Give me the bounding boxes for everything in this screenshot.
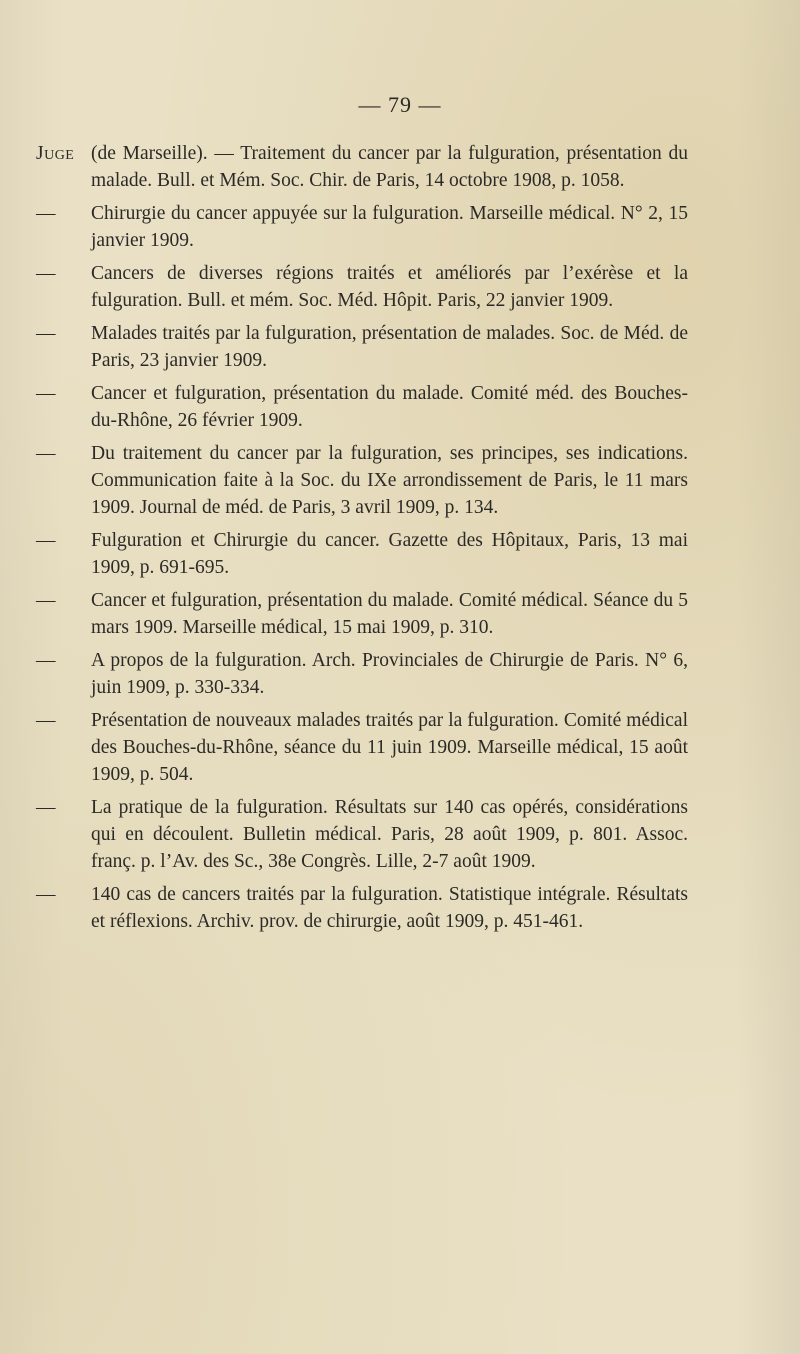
entry-text: Fulguration et Chirurgie du cancer. Gazette des Hôpitaux, Paris, 13 mai 1909, p. 691-695. [91,530,688,578]
bibliography-list [36,140,688,941]
entry-author: Juge [36,143,75,164]
entry-text: La pratique de la fulguration. Résultats sur 140 cas opérés, considérations qui en découlent. Bulletin médical. Paris, 28 août 1909, p. 801. Assoc. franç. p. l’Av. des Sc., 38e Congrès. Lille, 2-7 août 1909. [91,797,688,872]
entry-dash: — [36,650,56,671]
entry-text: 140 cas de cancers traités par la fulguration. Statistique intégrale. Résultats et réflexions. Archiv. prov. de chirurgie, août 1909, p. 451-461. [91,884,688,932]
bibliography-entry [36,587,688,641]
bibliography-entry [36,380,688,434]
entry-text: Malades traités par la fulguration, présentation de malades. Soc. de Méd. de Paris, 23 janvier 1909. [91,323,688,371]
entry-dash: — [36,203,56,224]
entry-dash: — [36,884,56,905]
entry-dash: — [36,530,56,551]
entry-text: Présentation de nouveaux malades traités par la fulguration. Comité médical des Bouches-du-Rhône, séance du 11 juin 1909. Marseille médical, 15 août 1909, p. 504. [91,710,688,785]
entry-text: Chirurgie du cancer appuyée sur la fulguration. Marseille médical. N° 2, 15 janvier 1909. [91,203,688,251]
page-number: — 79 — [358,92,442,117]
bibliography-entry [36,440,688,521]
entry-dash: — [36,443,56,464]
bibliography-entry [36,794,688,875]
bibliography-entry [36,260,688,314]
bibliography-entry [36,320,688,374]
entry-text: (de Marseille). — Traitement du cancer par la fulguration, présentation du malade. Bull. et Mém. Soc. Chir. de Paris, 14 octobre 1908, p. 1058. [91,143,688,191]
entry-dash: — [36,323,56,344]
bibliography-entry [36,200,688,254]
entry-text: Du traitement du cancer par la fulguration, ses principes, ses indications. Communication faite à la Soc. du IXe arrondissement de Paris, le 11 mars 1909. Journal de méd. de Paris, 3 avril 1909, p. 134. [91,443,688,518]
bibliography-entry [36,881,688,935]
entry-dash: — [36,263,56,284]
entry-dash: — [36,590,56,611]
bibliography-entry [36,647,688,701]
entry-text: A propos de la fulguration. Arch. Provinciales de Chirurgie de Paris. N° 6, juin 1909, p. 330-334. [91,650,688,698]
entry-text: Cancer et fulguration, présentation du malade. Comité méd. des Bouches-du-Rhône, 26 février 1909. [91,383,688,431]
entry-dash: — [36,710,56,731]
bibliography-entry [36,707,688,788]
entry-text: Cancer et fulguration, présentation du malade. Comité médical. Séance du 5 mars 1909. Marseille médical, 15 mai 1909, p. 310. [91,590,688,638]
entry-text: Cancers de diverses régions traités et améliorés par l’exérèse et la fulguration. Bull. et mém. Soc. Méd. Hôpit. Paris, 22 janvier 1909. [91,263,688,311]
entry-dash: — [36,383,56,404]
bibliography-entry [36,527,688,581]
bibliography-entry [36,140,688,194]
entry-dash: — [36,797,56,818]
